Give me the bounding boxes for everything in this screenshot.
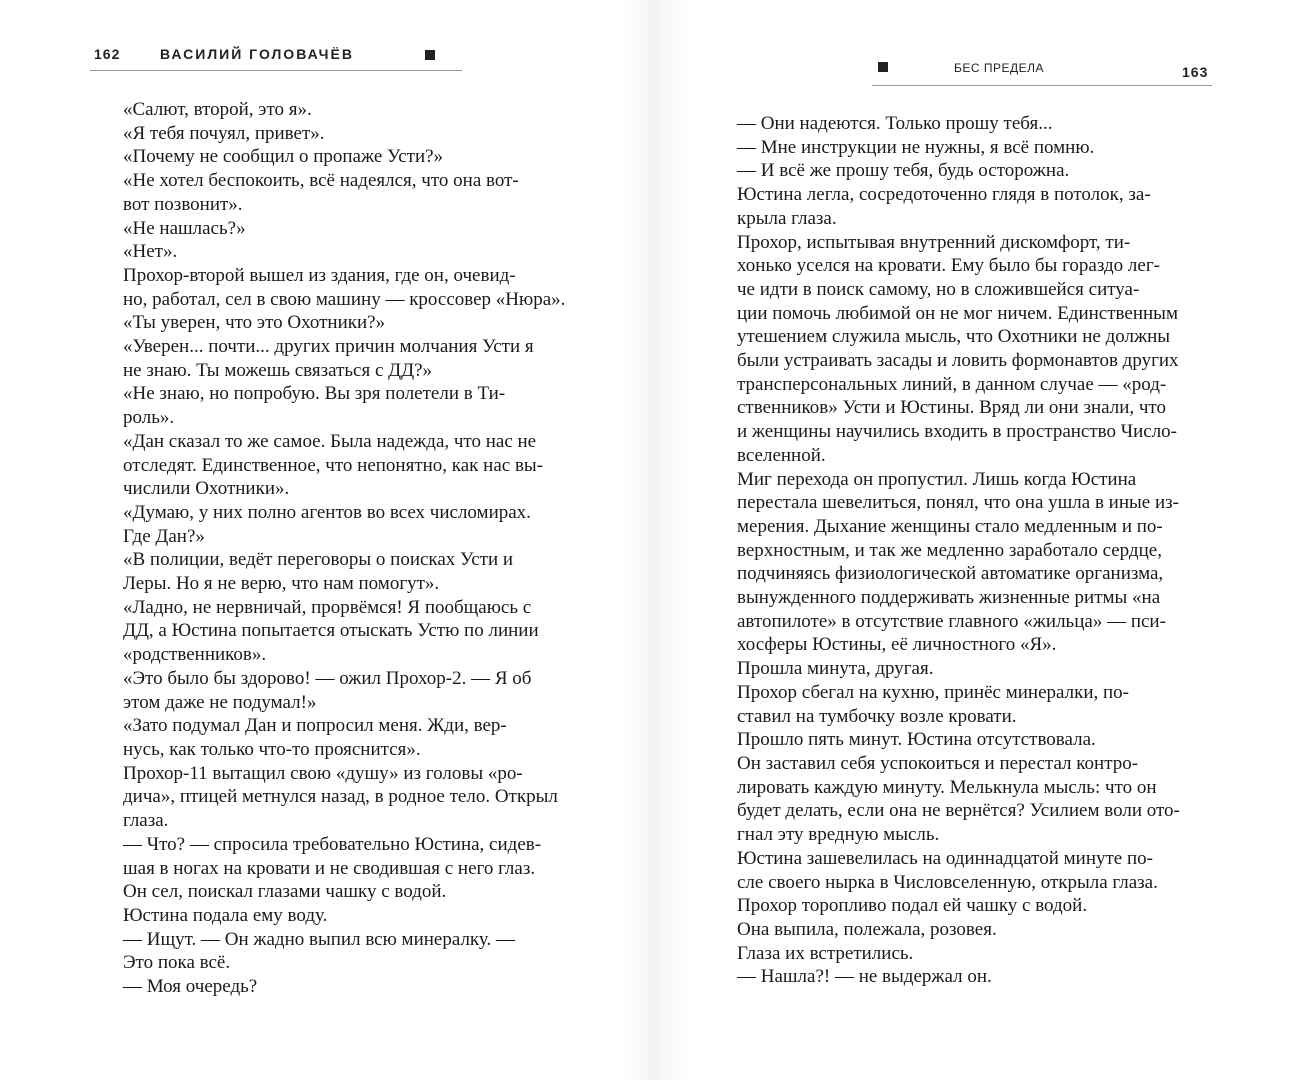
text-line: подчиняясь физиологической автоматике организма, [737,563,1164,585]
text-line: Прохор сбегал на кухню, принёс минералки, по- [737,681,1129,703]
text-line: — Что? — спросила требовательно Юстина, сидев- [123,833,542,855]
text-line: — Ищут. — Он жадно выпил всю минералку. — [123,928,515,950]
text-line: Он сел, поискал глазами чашку с водой. [123,881,447,903]
text-line: — Мне инструкции не нужны, я всё помню. [737,136,1095,158]
text-line: и женщины научились входить в пространство Число- [737,421,1178,443]
right-page-text [737,112,1213,989]
text-line: гнал эту вредную мысль. [737,824,940,846]
text-line: Прошла минута, другая. [737,658,934,680]
text-line: были устраивать засады и ловить формонавтов других [737,350,1179,372]
text-line: Миг перехода он пропустил. Лишь когда Юстина [737,468,1137,490]
text-line: крыла глаза. [737,207,837,229]
text-line: Прохор торопливо подал ей чашку с водой. [737,895,1088,917]
text-line: этом даже не подумал!» [123,691,317,713]
text-line: нусь, как только что-то прояснится». [123,738,421,760]
text-line: ДД, а Юстина попытается отыскать Устю по линии [123,620,539,642]
text-line: Глаза их встретились. [737,942,914,964]
left-page [0,0,650,1080]
text-line: «родственников». [123,644,267,666]
text-line: мерения. Дыхание женщины стало медленным и по- [737,515,1163,537]
text-line: Леры. Но я не верю, что нам помогут». [123,573,440,595]
text-line: вселенной. [737,444,826,466]
text-line: «Зато подумал Дан и попросил меня. Жди, вер- [123,715,507,737]
text-line: отследят. Единственное, что непонятно, как нас вы- [123,454,544,476]
text-line: Она выпила, полежала, розовея. [737,918,997,940]
text-line: Прошло пять минут. Юстина отсутствовала. [737,729,1096,751]
left-header-title: ВАСИЛИЙ ГОЛОВАЧЁВ [160,46,354,62]
text-line: Юстина легла, сосредоточенно глядя в потолок, за- [737,184,1151,206]
text-line: «Я тебя почуял, привет». [123,122,325,144]
text-line: «Ты уверен, что это Охотники?» [123,312,386,334]
text-line: — И всё же прошу тебя, будь осторожна. [737,160,1070,182]
text-line: роль». [123,407,175,429]
text-line: «Это было бы здорово! — ожил Прохор-2. — Я об [123,667,532,689]
text-line: не знаю. Ты можешь связаться с ДД?» [123,359,433,381]
text-line: «В полиции, ведёт переговоры о поисках Усти и [123,549,514,571]
left-page-number: 162 [94,46,121,62]
text-line: «Уверен... почти... других причин молчания Усти я [123,336,534,358]
text-line: ции помочь любимой он не мог ничем. Единственным [737,302,1178,324]
text-line: числили Охотники». [123,478,290,500]
text-line: хосферы Юстины, её личностного «Я». [737,634,1057,656]
text-line: вот позвонит». [123,193,243,215]
text-line: «Не хотел беспокоить, всё надеялся, что она вот- [123,170,519,192]
text-line: Прохор, испытывая внутренний дискомфорт, ти- [737,231,1131,253]
text-line: Прохор-11 вытащил свою «душу» из головы «ро- [123,762,523,784]
text-line: че идти в поиск самому, но в сложившейся ситуа- [737,278,1140,300]
right-running-header [872,55,1212,86]
text-line: хонько уселся на кровати. Ему было бы гораздо лег- [737,255,1160,277]
text-line: автопилоте» в отсутствие главного «жильца» — пси- [737,610,1166,632]
text-line: перестала шевелиться, понял, что она ушла в иные из- [737,492,1179,514]
text-line: глаза. [123,810,169,832]
left-page-text [123,98,608,999]
text-line: утешением служила мысль, что Охотники не должны [737,326,1171,348]
text-line: ставил на тумбочку возле кровати. [737,705,1017,727]
text-line: «Думаю, у них полно агентов во всех числомирах. [123,501,531,523]
text-line: Где Дан?» [123,525,205,547]
text-line: Он заставил себя успокоиться и перестал контро- [737,752,1139,774]
text-line: Юстина подала ему воду. [123,904,328,926]
text-line: «Не нашлась?» [123,217,246,239]
text-line: вынужденного поддерживать жизненные ритмы «на [737,587,1161,609]
text-line: ственников» Усти и Юстины. Вряд ли они знали, что [737,397,1166,419]
text-line: — Моя очередь? [123,976,258,998]
text-line: сле своего нырка в Числовселенную, открыла глаза. [737,871,1158,893]
header-ornament-icon [425,50,435,60]
text-line: лировать каждую минуту. Мелькнула мысль: что он [737,776,1157,798]
text-line: «Дан сказал то же самое. Была надежда, что нас не [123,430,537,452]
text-line: трансперсональных линий, в данном случае — «род- [737,373,1167,395]
header-ornament-icon [878,62,888,72]
text-line: дича», птицей метнулся назад, в родное тело. Открыл [123,786,558,808]
right-header-title: БЕС ПРЕДЕЛА [954,61,1045,75]
text-line: «Ладно, не нервничай, прорвёмся! Я пообщаюсь с [123,596,532,618]
text-line: но, работал, сел в свою машину — кроссовер «Нюра». [123,288,566,310]
text-line: «Почему не сообщил о пропаже Усти?» [123,146,444,168]
text-line: шая в ногах на кровати и не сводившая с него глаз. [123,857,536,879]
text-line: «Не знаю, но попробую. Вы зря полетели в Ти- [123,383,506,405]
text-line: Это пока всё. [123,952,231,974]
text-line: «Нет». [123,241,178,263]
text-line: — Они надеются. Только прошу тебя... [737,113,1053,134]
text-line: — Нашла?! — не выдержал он. [737,966,992,988]
text-line: «Салют, второй, это я». [123,99,312,120]
text-line: верхностным, и так же медленно заработало сердце, [737,539,1162,561]
left-running-header [90,40,462,71]
text-line: Прохор-второй вышел из здания, где он, очевид- [123,264,516,286]
right-page [650,0,1301,1080]
text-line: будет делать, если она не вернётся? Усилием воли ото- [737,800,1180,822]
text-line: Юстина зашевелилась на одиннадцатой минуте по- [737,847,1153,869]
right-page-number: 163 [1182,64,1209,80]
